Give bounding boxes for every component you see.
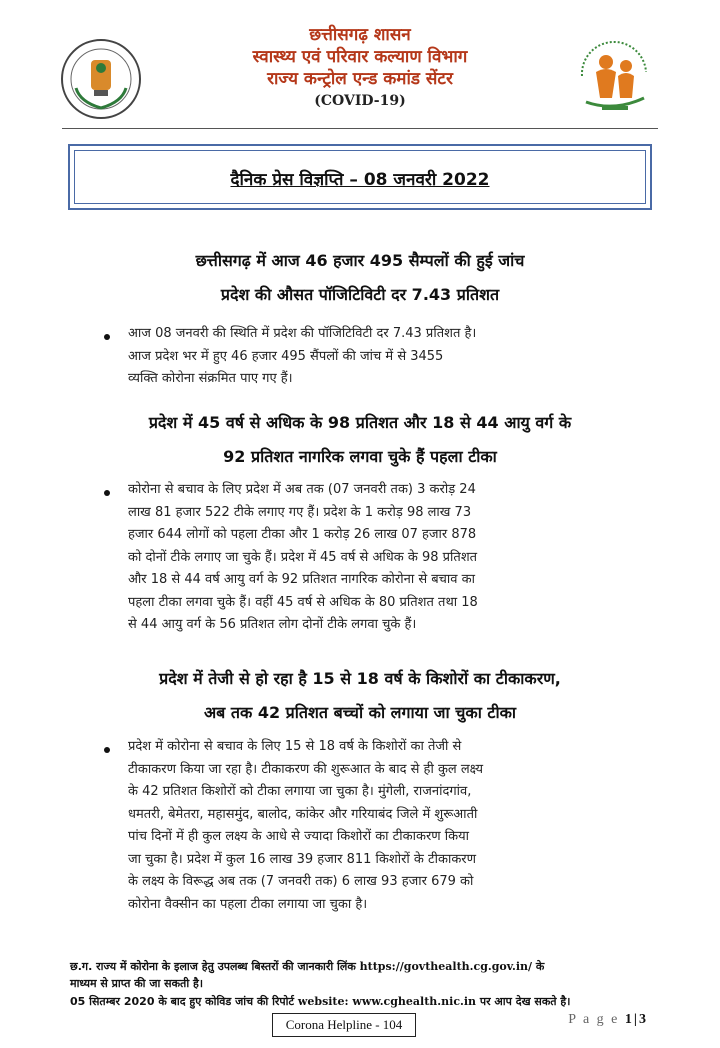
section-2-paragraph (128, 479, 650, 637)
paragraph-line: लाख 81 हजार 522 टीके लगाए गए हैं। प्रदेश के 1 करोड़ 98 लाख 73 (128, 504, 472, 520)
helpline-box: Corona Helpline - 104 (272, 1013, 416, 1037)
section-2-heading (60, 406, 660, 474)
section-3-heading-line-1: प्रदेश में तेजी से हो रहा है 15 से 18 वर्ष के किशोरों का टीकाकरण, (159, 669, 561, 688)
bullet-icon (104, 747, 110, 753)
bullet-icon (104, 490, 110, 496)
paragraph-line: जा चुका है। प्रदेश में कुल 16 लाख 39 हजार 811 किशोरों के टीकाकरण (128, 851, 477, 867)
paragraph-line: हजार 644 लोगों को पहला टीका और 1 करोड़ 26 लाख 07 हजार 878 (128, 527, 477, 542)
paragraph-line: पहला टीका लगवा चुके हैं। वहीं 45 वर्ष से अधिक के 80 प्रतिशत तथा 18 (128, 594, 478, 610)
paragraph-line: और 18 से 44 वर्ष आयु वर्ग के 92 प्रतिशत नागरिक कोरोना से बचाव का (128, 572, 476, 587)
test-report-link[interactable]: website: www.cghealth.nic.in (297, 995, 477, 1008)
page-number: P a g e 1|3 (568, 1012, 648, 1027)
header-divider (62, 128, 658, 129)
section-2-heading-line-2: 92 प्रतिशत नागरिक लगवा चुके हैं पहला टीका (223, 447, 497, 466)
section-2-heading-line-1: प्रदेश में 45 वर्ष से अधिक के 98 प्रतिशत और 18 से 44 आयु वर्ग के (148, 413, 572, 432)
bed-info-note: छ.ग. राज्य में कोरोना के इलाज हेतु उपलब्ध बिस्तरों की जानकारी लिंक https://govthealth.cg.gov.in/ के माध्यम से प्राप्त की जा सकती है। (70, 960, 545, 990)
paragraph-line: आज 08 जनवरी की स्थिति में प्रदेश की पॉजिटिविटी दर 7.43 प्रतिशत है। (128, 326, 477, 341)
section-1-heading-line-1: छत्तीसगढ़ में आज 46 हजार 495 सैम्पलों की हुई जांच (195, 251, 525, 270)
covid-label: (COVID-19) (314, 93, 406, 109)
section-1-heading (60, 244, 660, 312)
section-1-paragraph (128, 323, 650, 391)
paragraph-line: कोरोना से बचाव के लिए प्रदेश में अब तक (07 जनवरी तक) 3 करोड़ 24 (128, 482, 476, 497)
command-centre-line: राज्य कन्ट्रोल एन्ड कमांड सेंटर (267, 69, 453, 89)
bullet-icon (104, 334, 110, 340)
paragraph-line: को दोनों टीके लगाए जा चुके हैं। प्रदेश में 45 वर्ष से अधिक के 98 प्रतिशत (128, 549, 478, 565)
paragraph-line: आज प्रदेश भर में हुए 46 हजार 495 सैंपलों की जांच में से 3455 (128, 348, 444, 364)
state-government-line: छत्तीसगढ़ शासन (309, 25, 411, 45)
section-1-heading-line-2: प्रदेश की औसत पॉजिटिविटी दर 7.43 प्रतिशत (220, 285, 500, 304)
bed-info-link[interactable]: https://govthealth.cg.gov.in/ (359, 960, 533, 973)
paragraph-line: टीकाकरण किया जा रहा है। टीकाकरण की शुरूआत के बाद से ही कुल लक्ष्य (128, 761, 484, 777)
department-header (150, 24, 570, 112)
family-health-logo-icon (572, 32, 656, 118)
paragraph-line: पांच दिनों में ही कुल लक्ष्य के आधे से ज्यादा किशोरों का टीकाकरण किया (128, 829, 470, 844)
press-release-title: दैनिक प्रेस विज्ञप्ति – 08 जनवरी 2022 (230, 170, 490, 190)
paragraph-line: धमतरी, बेमेतरा, महासमुंद, बालोद, कांकेर और गरियाबंद जिले में शुरूआती (128, 806, 478, 822)
paragraph-line: के लक्ष्य के विरूद्ध अब तक (7 जनवरी तक) 6 लाख 93 हजार 679 को (128, 874, 474, 889)
section-3-heading (60, 662, 660, 730)
paragraph-line: के 42 प्रतिशत किशोरों को टीका लगाया जा चुका है। मुंगेली, राजनांदगांव, (128, 784, 472, 799)
paragraph-line: प्रदेश में कोरोना से बचाव के लिए 15 से 18 वर्ष के किशोरों का तेजी से (128, 739, 462, 754)
section-3-heading-line-2: अब तक 42 प्रतिशत बच्चों को लगाया जा चुका टीका (203, 703, 517, 722)
press-release-title-box (68, 144, 652, 210)
paragraph-line: से 44 आयु वर्ग के 56 प्रतिशत लोग दोनों टीके लगवा चुके हैं। (128, 617, 417, 632)
paragraph-line: कोरोना वैक्सीन का पहला टीका लगाया जा चुका है। (128, 896, 368, 912)
test-report-note: 05 सितम्बर 2020 के बाद हुए कोविड जांच की रिपोर्ट website: www.cghealth.nic.in पर आप देख सकते है। (70, 995, 571, 1008)
letterhead (0, 0, 720, 130)
paragraph-line: व्यक्ति कोरोना संक्रमित पाए गए हैं। (128, 371, 293, 386)
government-emblem-icon (60, 38, 142, 120)
department-line: स्वास्थ्य एवं परिवार कल्याण विभाग (252, 47, 468, 67)
section-3-paragraph (128, 736, 650, 916)
